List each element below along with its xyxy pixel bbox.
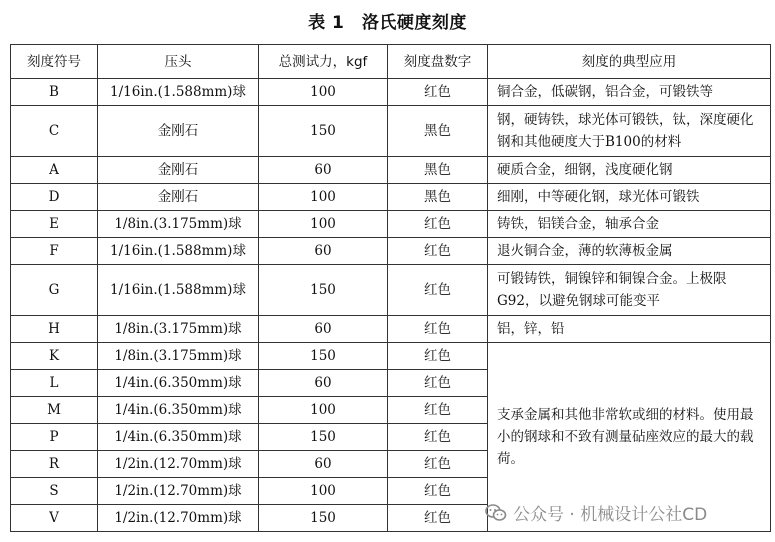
header-dial: 刻度盘数字 xyxy=(388,45,488,79)
cell-force: 100 xyxy=(259,211,388,238)
watermark-text: 公众号 · 机械设计公社CD xyxy=(513,505,708,525)
header-indenter: 压头 xyxy=(98,45,259,79)
cell-symbol: R xyxy=(11,451,98,478)
cell-dial: 红色 xyxy=(388,316,488,343)
cell-symbol: C xyxy=(11,106,98,157)
cell-dial: 黑色 xyxy=(388,157,488,184)
cell-symbol: L xyxy=(11,370,98,397)
cell-symbol: E xyxy=(11,211,98,238)
cell-symbol: A xyxy=(11,157,98,184)
cell-application: 铜合金，低碳钢，铝合金，可锻铁等 xyxy=(488,79,771,106)
cell-indenter: 1/4in.(6.350mm)球 xyxy=(98,424,259,451)
cell-indenter: 1/4in.(6.350mm)球 xyxy=(98,370,259,397)
header-application: 刻度的典型应用 xyxy=(488,45,771,79)
cell-indenter: 1/8in.(3.175mm)球 xyxy=(98,211,259,238)
cell-application-merged: 支承金属和其他非常软或细的材料。使用最小的钢球和不致有测量砧座效应的最大的载荷。 xyxy=(488,343,771,532)
cell-force: 60 xyxy=(259,238,388,265)
table-row xyxy=(11,184,771,211)
cell-force: 100 xyxy=(259,184,388,211)
cell-application: 可锻铸铁，铜镍锌和铜镍合金。上极限G92，以避免钢球可能变平 xyxy=(488,265,771,316)
cell-symbol: K xyxy=(11,343,98,370)
table-title: 表 1 洛氏硬度刻度 xyxy=(308,13,467,33)
table-row xyxy=(11,79,771,106)
cell-indenter: 1/4in.(6.350mm)球 xyxy=(98,397,259,424)
cell-application: 钢，硬铸铁，球光体可锻铁，钛，深度硬化钢和其他硬度大于B100的材料 xyxy=(488,106,771,157)
table-header-row xyxy=(11,45,771,79)
cell-application: 铝，锌，铅 xyxy=(488,316,771,343)
table-row xyxy=(11,238,771,265)
cell-dial: 红色 xyxy=(388,211,488,238)
wechat-watermark xyxy=(485,500,707,525)
cell-indenter: 1/2in.(12.70mm)球 xyxy=(98,451,259,478)
cell-symbol: H xyxy=(11,316,98,343)
table-row xyxy=(11,265,771,316)
table-row xyxy=(11,211,771,238)
header-force: 总测试力，kgf xyxy=(259,45,388,79)
table-row xyxy=(11,343,771,370)
cell-application: 铸铁，铝镁合金，轴承合金 xyxy=(488,211,771,238)
cell-symbol: D xyxy=(11,184,98,211)
cell-indenter: 1/8in.(3.175mm)球 xyxy=(98,343,259,370)
cell-dial: 黑色 xyxy=(388,106,488,157)
cell-force: 150 xyxy=(259,505,388,532)
cell-symbol: P xyxy=(11,424,98,451)
cell-force: 100 xyxy=(259,478,388,505)
cell-dial: 红色 xyxy=(388,238,488,265)
cell-dial: 红色 xyxy=(388,451,488,478)
cell-indenter: 1/16in.(1.588mm)球 xyxy=(98,265,259,316)
cell-indenter: 金刚石 xyxy=(98,184,259,211)
cell-symbol: S xyxy=(11,478,98,505)
header-symbol: 刻度符号 xyxy=(11,45,98,79)
cell-dial: 红色 xyxy=(388,265,488,316)
wechat-icon xyxy=(485,504,507,522)
cell-dial: 红色 xyxy=(388,343,488,370)
cell-dial: 红色 xyxy=(388,370,488,397)
cell-indenter: 1/2in.(12.70mm)球 xyxy=(98,478,259,505)
cell-indenter: 金刚石 xyxy=(98,157,259,184)
cell-symbol: F xyxy=(11,238,98,265)
cell-dial: 红色 xyxy=(388,79,488,106)
cell-force: 60 xyxy=(259,370,388,397)
cell-application: 硬质合金，细钢，浅度硬化钢 xyxy=(488,157,771,184)
cell-symbol: G xyxy=(11,265,98,316)
cell-force: 150 xyxy=(259,343,388,370)
cell-dial: 红色 xyxy=(388,397,488,424)
cell-force: 60 xyxy=(259,316,388,343)
cell-dial: 红色 xyxy=(388,478,488,505)
cell-indenter: 1/16in.(1.588mm)球 xyxy=(98,238,259,265)
cell-dial: 红色 xyxy=(388,424,488,451)
cell-indenter: 1/16in.(1.588mm)球 xyxy=(98,79,259,106)
cell-symbol: M xyxy=(11,397,98,424)
cell-symbol: B xyxy=(11,79,98,106)
cell-force: 60 xyxy=(259,451,388,478)
hardness-scale-table xyxy=(10,44,771,532)
cell-force: 150 xyxy=(259,265,388,316)
cell-application: 细刚，中等硬化钢，球光体可锻铁 xyxy=(488,184,771,211)
cell-dial: 黑色 xyxy=(388,184,488,211)
cell-indenter: 1/2in.(12.70mm)球 xyxy=(98,505,259,532)
cell-symbol: V xyxy=(11,505,98,532)
cell-force: 150 xyxy=(259,424,388,451)
cell-application: 退火铜合金，薄的软薄板金属 xyxy=(488,238,771,265)
cell-indenter: 金刚石 xyxy=(98,106,259,157)
table-row xyxy=(11,316,771,343)
table-row xyxy=(11,157,771,184)
cell-force: 100 xyxy=(259,397,388,424)
table-row xyxy=(11,106,771,157)
cell-force: 100 xyxy=(259,79,388,106)
cell-indenter: 1/8in.(3.175mm)球 xyxy=(98,316,259,343)
cell-force: 60 xyxy=(259,157,388,184)
cell-force: 150 xyxy=(259,106,388,157)
cell-dial: 红色 xyxy=(388,505,488,532)
